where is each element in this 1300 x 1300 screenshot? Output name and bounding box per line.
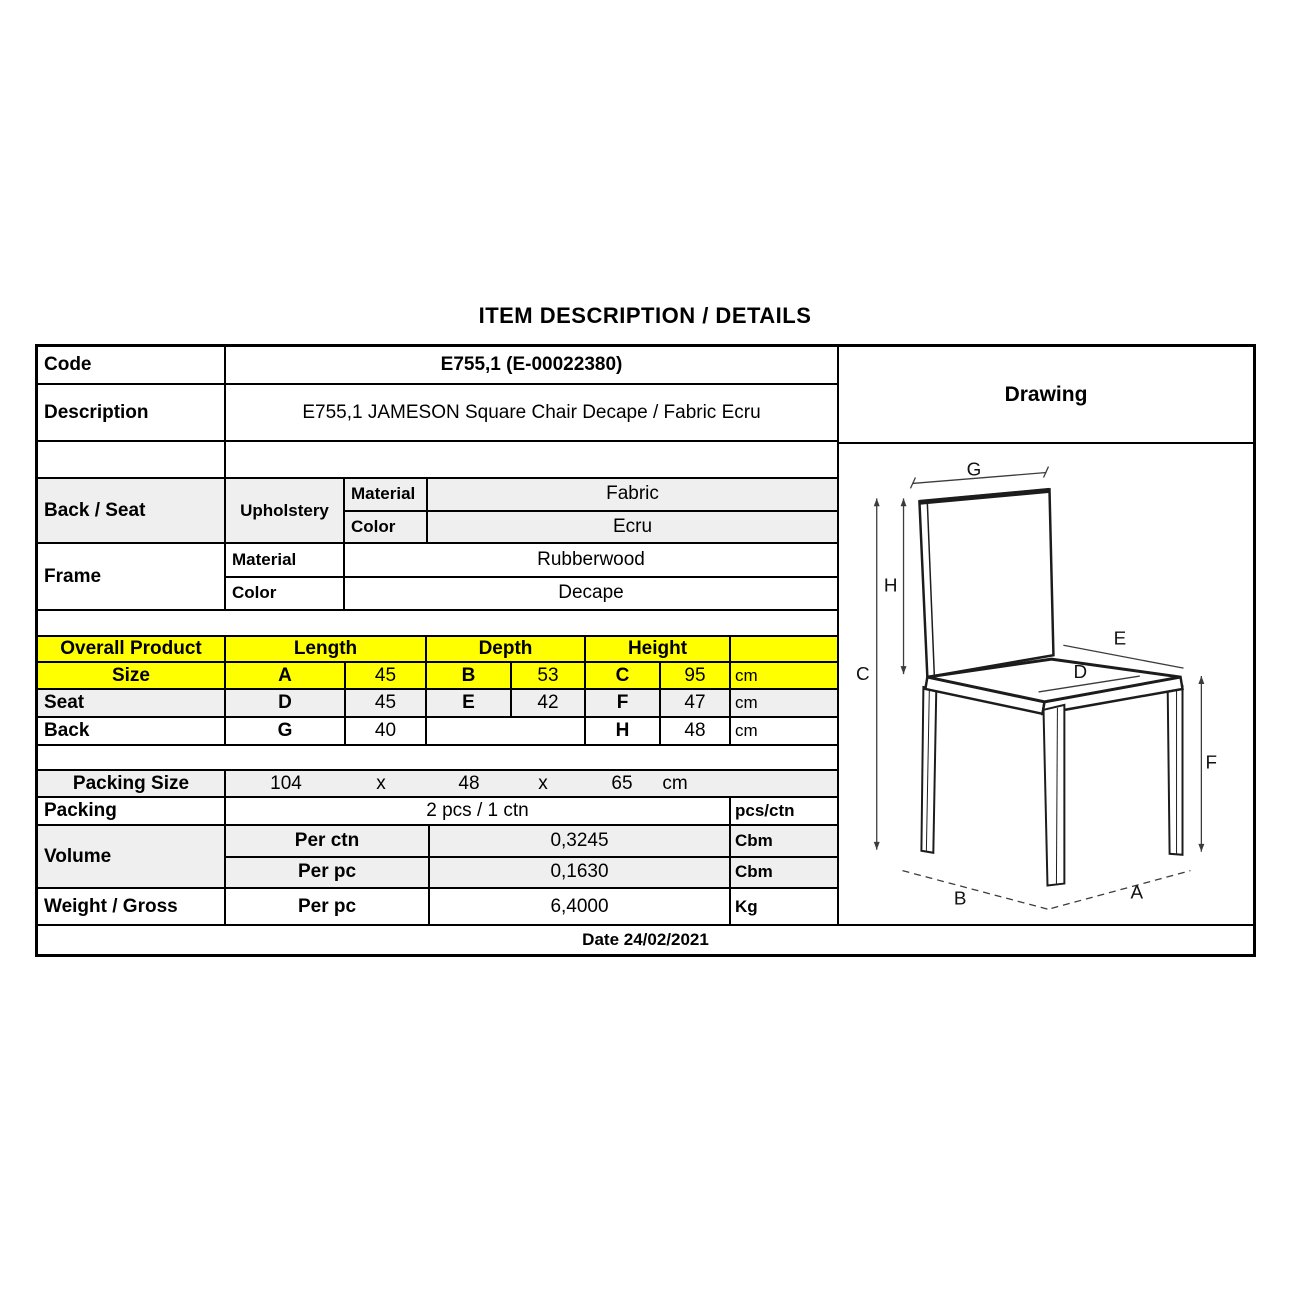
dim-label-d: D [1073, 661, 1088, 683]
page-title: ITEM DESCRIPTION / DETAILS [478, 303, 812, 328]
chair-leg [1044, 705, 1065, 886]
volume-unit: Cbm [735, 830, 773, 850]
code-label: Code [38, 347, 226, 383]
bs-material-value: Fabric [606, 483, 659, 505]
volume-value: 0,3245 [430, 826, 731, 856]
description-row [38, 385, 837, 442]
spec-table [35, 344, 1256, 957]
dim-key: B [427, 663, 512, 688]
spacer-row [38, 746, 837, 771]
upholstery-label: Upholstery [226, 479, 345, 542]
dim-value: 40 [346, 718, 427, 744]
dim-value: 42 [512, 690, 586, 716]
dim-value: 95 [661, 663, 731, 688]
weight-value: 6,4000 [430, 889, 731, 924]
code-row [38, 347, 837, 385]
volume-unit: Cbm [735, 862, 773, 882]
dim-line-b [903, 871, 1049, 910]
dim-value: 45 [346, 690, 427, 716]
dim-key: A [226, 663, 346, 688]
frame-color-value: Decape [558, 582, 624, 604]
frame-row [38, 544, 837, 611]
frame-material-value: Rubberwood [537, 548, 645, 570]
dim-key: F [586, 690, 661, 716]
volume-label: Volume [38, 826, 226, 887]
unit-cell: cm [735, 693, 758, 712]
chair-backrest [919, 489, 1053, 677]
weight-unit: Kg [735, 896, 758, 916]
frame-label: Frame [38, 544, 226, 609]
weight-key: Per pc [226, 889, 430, 924]
dim-value: 53 [512, 663, 586, 688]
size-header-label: Overall Product [38, 637, 226, 661]
chair-leg [1168, 683, 1183, 855]
dim-label-g: G [966, 458, 982, 480]
volume-row [38, 826, 837, 889]
description-value: E755,1 JAMESON Square Chair Decape / Fabric Ecru [302, 401, 761, 423]
length-header: Length [226, 637, 427, 661]
volume-value: 0,1630 [430, 858, 731, 888]
packing-value: 2 pcs / 1 ctn [226, 798, 731, 824]
dim-key: H [586, 718, 661, 744]
dim-key: E [427, 690, 512, 716]
dim-label-a: A [1130, 881, 1144, 903]
packing-row [38, 798, 837, 826]
weight-row [38, 889, 837, 924]
spacer-row [38, 611, 837, 637]
spec-table-left [38, 347, 839, 924]
bs-color-value: Ecru [612, 515, 653, 537]
packing-unit: pcs/ctn [735, 801, 795, 820]
dim-key: D [226, 690, 346, 716]
dim-label-b: B [953, 887, 967, 909]
dim-value: 45 [346, 663, 427, 688]
volume-key: Per pc [226, 858, 430, 888]
packing-size-label: Packing Size [38, 771, 226, 796]
dim-key: G [226, 718, 346, 744]
unit-cell: cm [735, 721, 758, 740]
drawing-area [839, 444, 1253, 924]
code-value: E755,1 (E-00022380) [440, 354, 623, 375]
spacer-row [38, 442, 837, 479]
packing-label: Packing [38, 798, 226, 824]
depth-header: Depth [427, 637, 586, 661]
empty-cell [427, 718, 586, 744]
back-size-row [38, 718, 837, 746]
back-label: Back [38, 718, 226, 744]
drawing-column [839, 347, 1253, 924]
drawing-title: Drawing [839, 347, 1253, 444]
volume-key: Per ctn [226, 826, 430, 856]
description-label: Description [38, 385, 226, 440]
dim-value: 48 [661, 718, 731, 744]
dim-key: C [586, 663, 661, 688]
size-header-row [38, 637, 837, 663]
chair-drawing [839, 444, 1253, 924]
bs-material-key: Material [345, 479, 428, 510]
packing-size-row [38, 771, 837, 798]
size-header-label2: Size [38, 663, 226, 688]
date-row [38, 924, 1253, 954]
bs-color-key: Color [345, 512, 428, 543]
weight-label: Weight / Gross [38, 889, 226, 924]
height-header: Height [586, 637, 731, 661]
dim-label-e: E [1113, 627, 1127, 649]
frame-color-key: Color [226, 578, 345, 610]
dim-label-f: F [1205, 751, 1218, 773]
unit-cell: cm [735, 665, 758, 685]
overall-size-row [38, 663, 837, 690]
dim-label-c: C [856, 663, 870, 685]
dim-line-a [1051, 871, 1190, 909]
date-value: Date 24/02/2021 [582, 930, 709, 949]
seat-label: Seat [38, 690, 226, 716]
back-seat-row [38, 479, 837, 544]
dim-label-h: H [883, 574, 898, 596]
dim-value: 47 [661, 690, 731, 716]
frame-material-key: Material [226, 544, 345, 576]
seat-size-row [38, 690, 837, 718]
packing-size-values: 104 x 48 x 65 cm [270, 772, 688, 794]
back-seat-label: Back / Seat [38, 479, 226, 542]
